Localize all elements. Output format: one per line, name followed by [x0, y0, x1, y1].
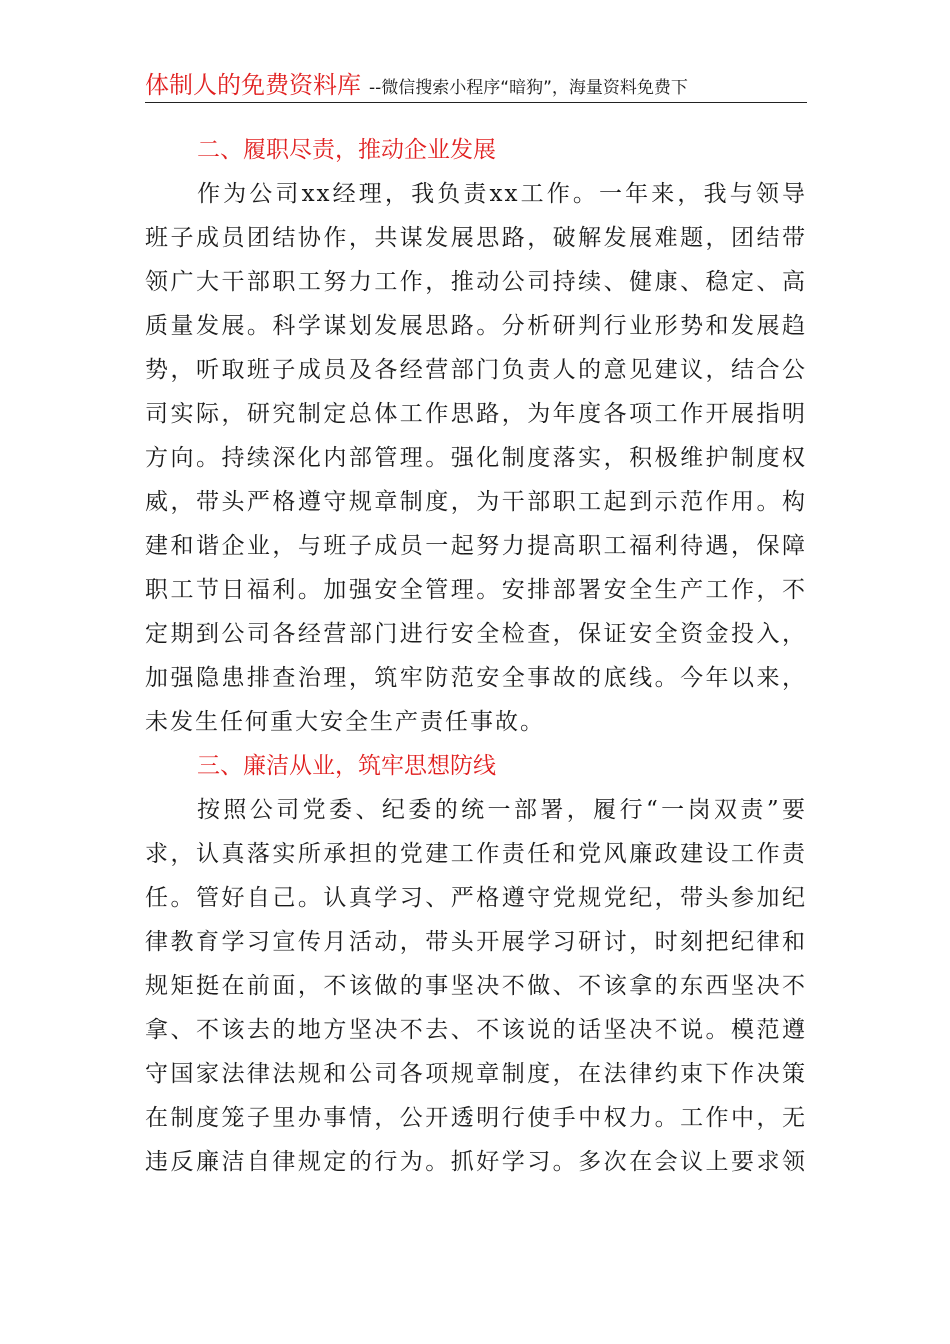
- paragraph: [145, 788, 807, 1184]
- header-slogan: --微信搜索小程序“暗狗”，海量资料免费下: [369, 78, 688, 98]
- text-line: 未发生任何重大安全生产责任事故。: [145, 709, 545, 735]
- text-line: 方向。持续深化内部管理。强化制度落实，积极维护制度权: [145, 445, 807, 471]
- text-line: 司实际，研究制定总体工作思路，为年度各项工作开展指明: [145, 401, 807, 427]
- text-line: 在制度笼子里办事情，公开透明行使手中权力。工作中，无: [145, 1105, 807, 1131]
- header-brand: 体制人的免费资料库: [145, 71, 361, 99]
- text-line: 律教育学习宣传月活动，带头开展学习研讨，时刻把纪律和: [145, 929, 807, 955]
- text-line: 违反廉洁自律规定的行为。抓好学习。多次在会议上要求领: [145, 1149, 807, 1175]
- text-line: 守国家法律法规和公司各项规章制度，在法律约束下作决策: [145, 1061, 807, 1087]
- document-body: [145, 128, 807, 1184]
- text-line: 威，带头严格遵守规章制度，为干部职工起到示范作用。构: [145, 489, 807, 515]
- text-line: 加强隐患排查治理，筑牢防范安全事故的底线。今年以来，: [145, 665, 807, 691]
- text-line: 领广大干部职工努力工作，推动公司持续、健康、稳定、高: [145, 269, 807, 295]
- text-line: 班子成员团结协作，共谋发展思路，破解发展难题，团结带: [145, 225, 807, 251]
- text-line: 拿、不该去的地方坚决不去、不该说的话坚决不说。模范遵: [145, 1017, 807, 1043]
- text-line: 规矩挺在前面，不该做的事坚决不做、不该拿的东西坚决不: [145, 973, 807, 999]
- text-line: 任。管好自己。认真学习、严格遵守党规党纪，带头参加纪: [145, 885, 807, 911]
- paragraph: [145, 172, 807, 744]
- text-line: 作为公司xx经理，我负责xx工作。一年来，我与领导: [197, 181, 807, 207]
- page-header: [145, 68, 807, 103]
- text-line: 职工节日福利。加强安全管理。安排部署安全生产工作，不: [145, 577, 807, 603]
- section-heading: 二、履职尽责，推动企业发展: [197, 137, 496, 163]
- section-heading: 三、廉洁从业，筑牢思想防线: [197, 753, 496, 779]
- text-line: 势，听取班子成员及各经营部门负责人的意见建议，结合公: [145, 357, 807, 383]
- text-line: 求，认真落实所承担的党建工作责任和党风廉政建设工作责: [145, 841, 807, 867]
- text-line: 质量发展。科学谋划发展思路。分析研判行业形势和发展趋: [145, 313, 807, 339]
- text-line: 建和谐企业，与班子成员一起努力提高职工福利待遇，保障: [145, 533, 807, 559]
- text-line: 定期到公司各经营部门进行安全检查，保证安全资金投入，: [145, 621, 807, 647]
- text-line: 按照公司党委、纪委的统一部署，履行“一岗双责”要: [197, 797, 807, 823]
